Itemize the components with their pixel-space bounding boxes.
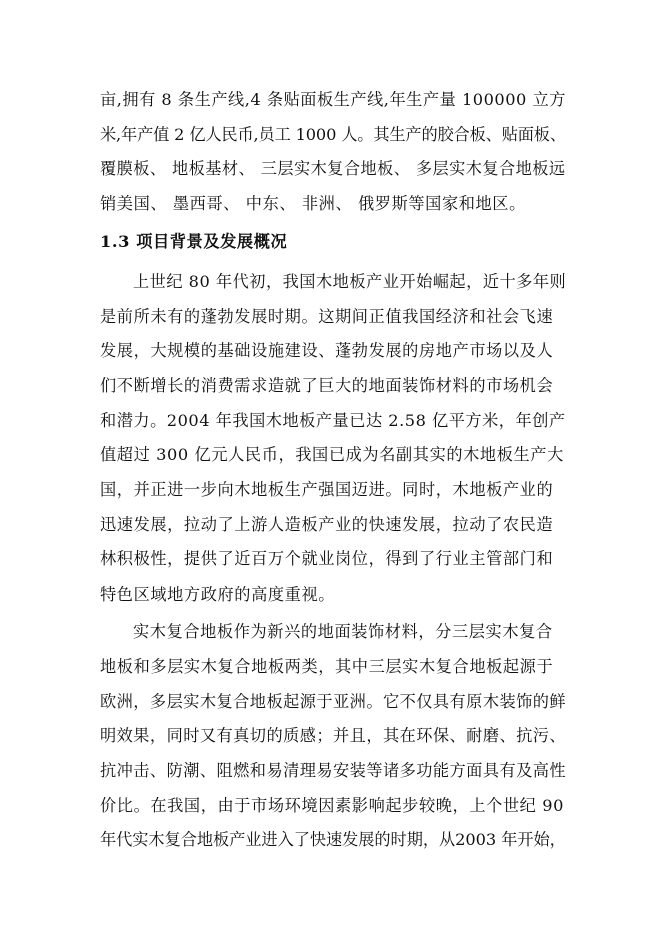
- text-line: 年代实木复合地板产业进入了快速发展的时期，从2003 年开始，: [100, 830, 566, 849]
- text-line: 米,年产值 2 亿人民币,员工 1000 人。其生产的胶合板、贴面板、: [100, 125, 566, 144]
- text-line: 价比。在我国，由于市场环境因素影响起步较晚，上个世纪 90: [100, 796, 565, 815]
- text-line: 实木复合地板作为新兴的地面装饰材料，分三层实木复合: [133, 622, 553, 641]
- text-line: 国，并正进一步向木地板生产强国迈进。同时，木地板产业的: [100, 480, 554, 499]
- text-line: 们不断增长的消费需求造就了巨大的地面装饰材料的市场机会: [100, 376, 554, 395]
- text-line: 亩,拥有 8 条生产线,4 条贴面板生产线,年生产量 100000 立方: [100, 90, 566, 109]
- text-line: 抗冲击、防潮、阻燃和易清理易安装等诸多功能方面具有及高性: [100, 761, 567, 780]
- text-line: 覆膜板、 地板基材、 三层实木复合地板、 多层实木复合地板远: [100, 159, 566, 178]
- text-line: 和潜力。2004 年我国木地板产量已达 2.58 亿平方米，年创产: [100, 411, 566, 430]
- text-line: 特色区域地方政府的高度重视。: [100, 585, 336, 604]
- text-line: 上世纪 80 年代初，我国木地板产业开始崛起，近十多年则: [133, 272, 567, 291]
- section-heading: 1.3 项目背景及发展概况: [100, 232, 288, 251]
- text-line: 林积极性，提供了近百万个就业岗位，得到了行业主管部门和: [100, 549, 554, 568]
- text-line: 明效果，同时又有真切的质感；并且，其在环保、耐磨、抗污、: [100, 726, 567, 745]
- text-line: 销美国、 墨西哥、 中东、 非洲、 俄罗斯等国家和地区。: [100, 194, 526, 213]
- text-line: 发展，大规模的基础设施建设、蓬勃发展的房地产市场以及人: [100, 341, 554, 360]
- text-line: 迅速发展，拉动了上游人造板产业的快速发展，拉动了农民造: [100, 515, 554, 534]
- text-line: 值超过 300 亿元人民币，我国已成为名副其实的木地板生产大: [100, 445, 564, 464]
- text-line: 欧洲，多层实木复合地板起源于亚洲。它不仅具有原木装饰的鲜: [100, 692, 567, 711]
- text-line: 是前所未有的蓬勃发展时期。这期间正值我国经济和社会飞速: [100, 307, 554, 326]
- text-line: 地板和多层实木复合地板两类，其中三层实木复合地板起源于: [100, 657, 554, 676]
